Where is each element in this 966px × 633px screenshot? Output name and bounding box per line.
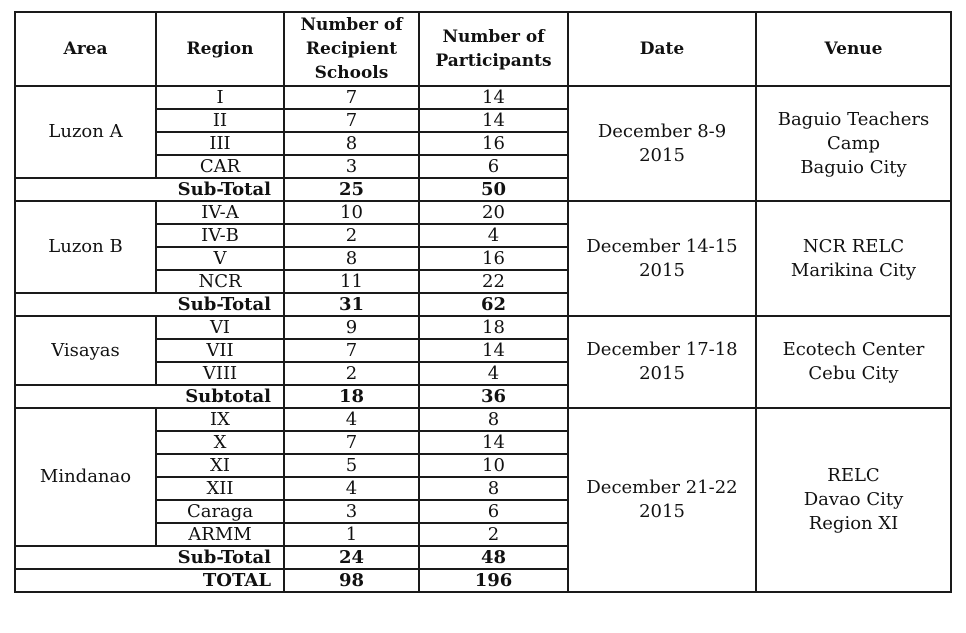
header-schools-line: Recipient [305,39,398,59]
schools-cell: 10 [284,201,419,224]
header-venue: Venue [756,12,951,86]
region-cell: V [156,247,284,270]
table-row [15,316,951,339]
schools-cell: 3 [284,155,419,178]
venue-line: Davao City [803,489,904,510]
header-schools-line: Number of [300,15,403,35]
training-schedule-table [14,11,952,593]
table-row [15,86,951,109]
venue-line: Camp [826,132,881,154]
participants-cell: 20 [419,201,568,224]
header-row [15,12,951,86]
header-region: Region [156,12,284,86]
area-cell: Luzon B [15,201,156,293]
venue-line: RELC [827,465,880,486]
subtotal-participants: 36 [419,385,568,408]
date-line: 2015 [639,363,685,384]
total-schools: 98 [284,569,419,592]
venue-cell [756,408,951,592]
schools-cell: 9 [284,316,419,339]
participants-cell: 14 [419,431,568,454]
region-cell: VI [156,316,284,339]
date-line: 2015 [639,501,685,522]
date-line: December 21-22 [586,477,738,498]
region-cell: CAR [156,155,284,178]
region-cell: X [156,431,284,454]
subtotal-participants: 50 [419,178,568,201]
date-line: December 8-9 [597,120,727,142]
participants-cell: 4 [419,224,568,247]
header-date: Date [568,12,756,86]
subtotal-label: Sub-Total [15,546,284,569]
subtotal-label: Sub-Total [15,178,284,201]
table-row [15,408,951,431]
area-cell: Mindanao [15,408,156,546]
participants-cell: 14 [419,86,568,109]
schools-cell: 11 [284,270,419,293]
region-cell: I [156,86,284,109]
date-cell [568,201,756,316]
participants-cell: 8 [419,408,568,431]
date-cell [568,316,756,408]
region-cell: ARMM [156,523,284,546]
schools-cell: 3 [284,500,419,523]
header-participants-line: Participants [435,51,552,71]
venue-line: Ecotech Center [782,339,925,360]
date-line: December 14-15 [586,235,738,257]
participants-cell: 4 [419,362,568,385]
subtotal-schools: 24 [284,546,419,569]
participants-cell: 8 [419,477,568,500]
schools-cell: 2 [284,362,419,385]
venue-line: Region XI [808,513,899,534]
participants-cell: 6 [419,500,568,523]
region-cell: II [156,109,284,132]
region-cell: IV-B [156,224,284,247]
area-cell: Luzon A [15,86,156,178]
region-cell: NCR [156,270,284,293]
region-cell: VIII [156,362,284,385]
subtotal-label: Subtotal [15,385,284,408]
region-cell: XI [156,454,284,477]
participants-cell: 10 [419,454,568,477]
venue-cell [756,86,951,201]
subtotal-schools: 31 [284,293,419,316]
schools-cell: 1 [284,523,419,546]
date-cell [568,408,756,592]
participants-cell: 14 [419,339,568,362]
region-cell: VII [156,339,284,362]
participants-cell: 14 [419,109,568,132]
header-schools [284,12,419,86]
venue-line: Marikina City [790,259,917,281]
header-participants [419,12,568,86]
region-cell: XII [156,477,284,500]
schools-cell: 5 [284,454,419,477]
participants-cell: 16 [419,247,568,270]
schools-cell: 4 [284,408,419,431]
header-area: Area [15,12,156,86]
participants-cell: 16 [419,132,568,155]
schools-cell: 7 [284,339,419,362]
region-cell: Caraga [156,500,284,523]
venue-cell [756,201,951,316]
date-cell [568,86,756,201]
subtotal-label: Sub-Total [15,293,284,316]
date-line: 2015 [639,144,685,166]
total-participants: 196 [419,569,568,592]
subtotal-participants: 48 [419,546,568,569]
venue-line: Baguio City [800,156,907,178]
area-cell: Visayas [15,316,156,385]
participants-cell: 22 [419,270,568,293]
venue-cell [756,316,951,408]
header-schools-line: Schools [314,63,389,83]
schools-cell: 7 [284,86,419,109]
participants-cell: 6 [419,155,568,178]
region-cell: IX [156,408,284,431]
schools-cell: 8 [284,132,419,155]
schools-cell: 4 [284,477,419,500]
subtotal-schools: 18 [284,385,419,408]
table-row [15,201,951,224]
header-participants-line: Number of [442,27,545,47]
participants-cell: 18 [419,316,568,339]
total-label: TOTAL [15,569,284,592]
table-body [15,86,951,592]
participants-cell: 2 [419,523,568,546]
schools-cell: 8 [284,247,419,270]
subtotal-schools: 25 [284,178,419,201]
region-cell: III [156,132,284,155]
venue-line: Baguio Teachers [777,108,930,130]
venue-line: Cebu City [808,363,899,384]
schools-cell: 2 [284,224,419,247]
date-line: December 17-18 [586,339,738,360]
date-line: 2015 [639,259,685,281]
subtotal-participants: 62 [419,293,568,316]
venue-line: NCR RELC [802,235,905,257]
region-cell: IV-A [156,201,284,224]
schools-cell: 7 [284,431,419,454]
schools-cell: 7 [284,109,419,132]
